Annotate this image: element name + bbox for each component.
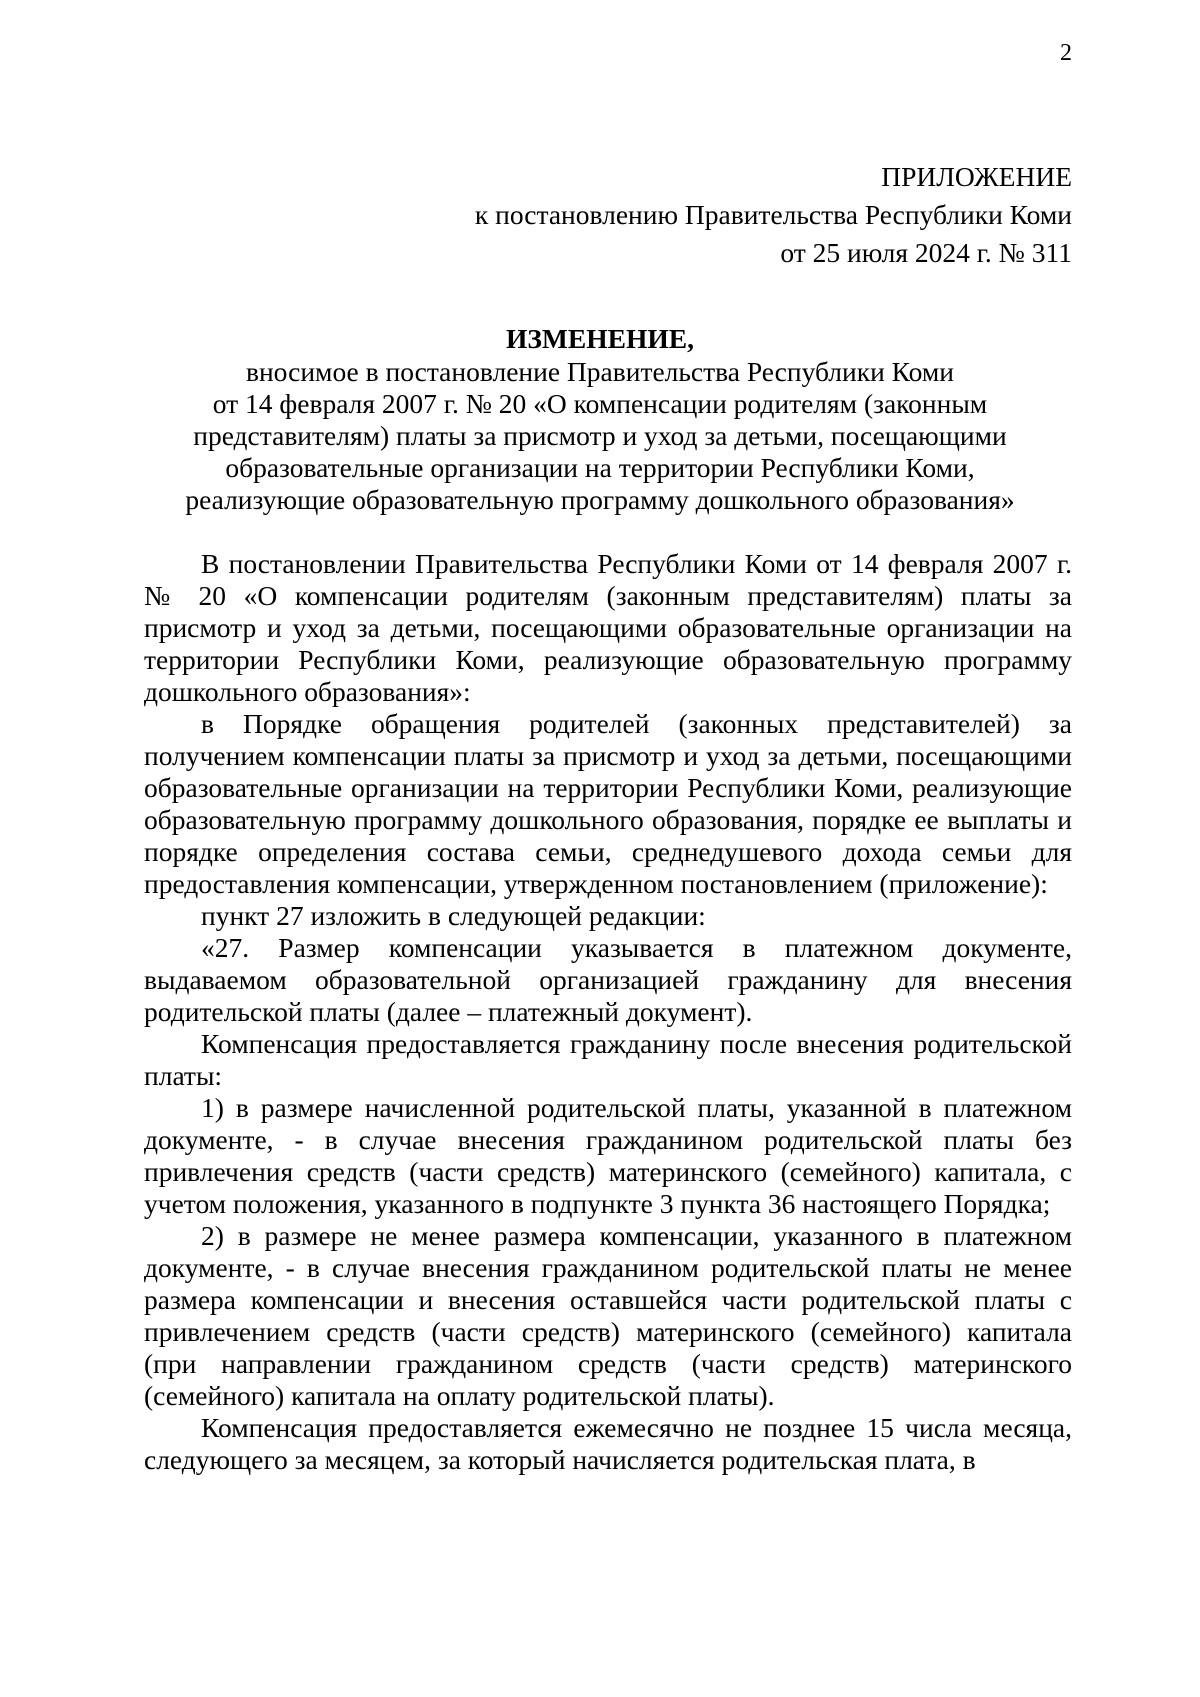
subtitle-line: от 14 февраля 2007 г. № 20 «О компенсации родителям (законным xyxy=(212,388,988,419)
appendix-label: ПРИЛОЖЕНИЕ xyxy=(881,161,1072,192)
paragraph-item-27: «27. Размер компенсации указывается в платежном документе, выдаваемом образовательной организацией гражданину для внесения родительской платы (далее – платежный документ). xyxy=(144,932,1072,1027)
paragraph-intro: В постановлении Правительства Республики Коми от 14 февраля 2007 г. № 20 «О компенсации родителям (законным представителям) платы за присмотр и уход за детьми, посещающими образовательные организации на территории Республики Коми, реализующие образовательную программу дошкольного образования»: xyxy=(144,548,1072,707)
appendix-date-number: от 25 июля 2024 г. № 311 xyxy=(780,237,1072,268)
subtitle-line: представителям) платы за присмотр и уход за детьми, посещающими xyxy=(193,420,1007,451)
subtitle-line: образовательные организации на территории Республики Коми, xyxy=(225,452,975,483)
document-body xyxy=(144,548,1072,1476)
paragraph-compensation: Компенсация предоставляется гражданину после внесения родительской платы: xyxy=(144,1028,1072,1091)
paragraph-monthly: Компенсация предоставляется ежемесячно не позднее 15 числа месяца, следующего за месяцем, за который начисляется родительская плата, в xyxy=(144,1412,1072,1475)
paragraph-procedure: в Порядке обращения родителей (законных представителей) за получением компенсации платы за присмотр и уход за детьми, посещающими образовательные организации на территории Республики Коми, реализующие образовательную программу дошкольного образования, порядке ее выплаты и порядке определения состава семьи, среднедушевого дохода семьи для предоставления компенсации, утвержденном постановлением (приложение): xyxy=(144,708,1072,899)
paragraph-instruction: пункт 27 изложить в следующей редакции: xyxy=(201,900,706,931)
appendix-header xyxy=(475,158,1072,272)
paragraph-subitem-2: 2) в размере не менее размера компенсации, указанного в платежном документе, - в случае внесения гражданином родительской платы не менее размера компенсации и внесения оставшейся части родительской платы с привлечением средств (части средств) материнского (семейного) капитала (при направлении гражданином средств (части средств) материнского (семейного) капитала на оплату родительской платы). xyxy=(144,1220,1072,1411)
document-title: ИЗМЕНЕНИЕ, xyxy=(506,323,694,354)
page-number: 2 xyxy=(1060,40,1072,66)
paragraph-subitem-1: 1) в размере начисленной родительской платы, указанной в платежном документе, - в случае внесения гражданином родительской платы без привлечения средств (части средств) материнского (семейного) капитала, с учетом положения, указанного в подпункте 3 пункта 36 настоящего Порядка; xyxy=(144,1092,1072,1219)
subtitle-line: вносимое в постановление Правительства Республики Коми xyxy=(245,356,955,387)
subtitle-line: реализующие образовательную программу дошкольного образования» xyxy=(185,484,1015,515)
document-subtitle xyxy=(0,356,1200,516)
appendix-reference: к постановлению Правительства Республики Коми xyxy=(474,199,1072,230)
